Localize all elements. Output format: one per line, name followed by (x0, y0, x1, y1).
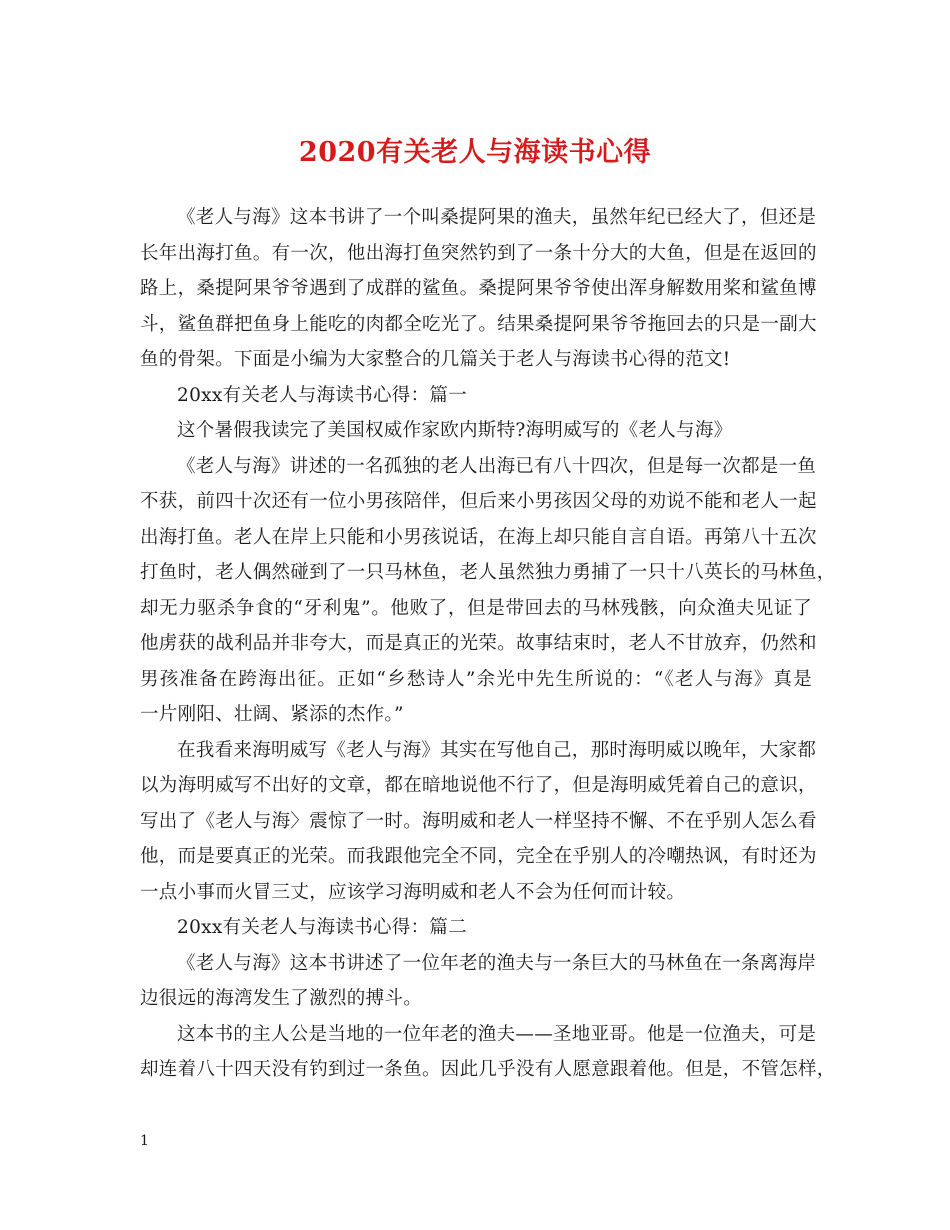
document-title: 2020有关老人与海读书心得 (298, 137, 652, 168)
text-line: 他虏获的战利品并非夸大，而是真正的光荣。故事结束时，老人不甘放弃，仍然和 (140, 633, 817, 654)
text-line: 路上，桑提阿果爷爷遇到了成群的鲨鱼。桑提阿果爷爷使出浑身解数用桨和鲨鱼博 (140, 278, 817, 299)
page-number: 1 (140, 1133, 149, 1149)
text-line: 打鱼时，老人偶然碰到了一只马林鱼，老人虽然独力勇捕了一只十八英长的马林鱼， (140, 562, 836, 583)
text-line: 斗，鲨鱼群把鱼身上能吃的肉都全吃光了。结果桑提阿果爷爷拖回去的只是一副大 (140, 313, 817, 335)
text-line: 男孩准备在跨海出征。正如“乡愁诗人”余光中先生所说的：“《老人与海》真是 (140, 668, 812, 690)
text-line: 一点小事而火冒三丈，应该学习海明威和老人不会为任何而计较。 (140, 881, 686, 903)
text-line: 鱼的骨架。下面是小编为大家整合的几篇关于老人与海读书心得的范文! (140, 349, 731, 370)
document-body (140, 200, 836, 1088)
text-line: 边很远的海湾发生了激烈的搏斗。 (140, 988, 423, 1009)
text-line: 长年出海打鱼。有一次，他出海打鱼突然钓到了一条十分大的大鱼，但是在返回的 (140, 242, 817, 264)
text-line: 不获，前四十次还有一位小男孩陪伴，但后来小男孩因父母的劝说不能和老人一起 (140, 491, 817, 512)
text-line: 20xx有关老人与海读书心得：篇二 (177, 917, 468, 938)
text-line: 写出了《老人与海〉震惊了一时。海明威和老人一样坚持不懈、不在乎别人怎么看 (140, 810, 817, 832)
text-line: 20xx有关老人与海读书心得：篇一 (177, 384, 468, 406)
text-line: 这本书的主人公是当地的一位年老的渔夫——圣地亚哥。他是一位渔夫，可是 (177, 1023, 817, 1045)
text-line: 在我看来海明威写《老人与海》其实在写他自己，那时海明威以晚年，大家都 (177, 739, 817, 761)
text-line: 一片刚阳、壮阔、紧添的杰作。” (140, 704, 404, 725)
text-line: 却连着八十四天没有钓到过一条鱼。因此几乎没有人愿意跟着他。但是，不管怎样， (140, 1059, 836, 1080)
text-line: 这个暑假我读完了美国权威作家欧内斯特?海明威写的《老人与海》 (177, 420, 733, 441)
text-line: 他，而是要真正的光荣。而我跟他完全不同，完全在乎别人的冷嘲热讽，有时还为 (140, 846, 817, 867)
text-line: 《老人与海》这本书讲述了一位年老的渔夫与一条巨大的马林鱼在一条离海岸 (177, 952, 817, 974)
text-line: 出海打鱼。老人在岸上只能和小男孩说话，在海上却只能自言自语。再第八十五次 (140, 526, 817, 548)
text-line: 《老人与海》讲述的一名孤独的老人出海已有八十四次，但是每一次都是一鱼 (177, 455, 817, 477)
text-line: 《老人与海》这本书讲了一个叫桑提阿果的渔夫，虽然年纪已经大了，但还是 (177, 207, 817, 228)
text-line: 以为海明威写不出好的文章，都在暗地说他不行了，但是海明威凭着自己的意识， (140, 775, 817, 796)
text-line: 却无力驱杀争食的“牙利鬼”。他败了，但是带回去的马林残骸，向众渔夫见证了 (140, 597, 812, 619)
